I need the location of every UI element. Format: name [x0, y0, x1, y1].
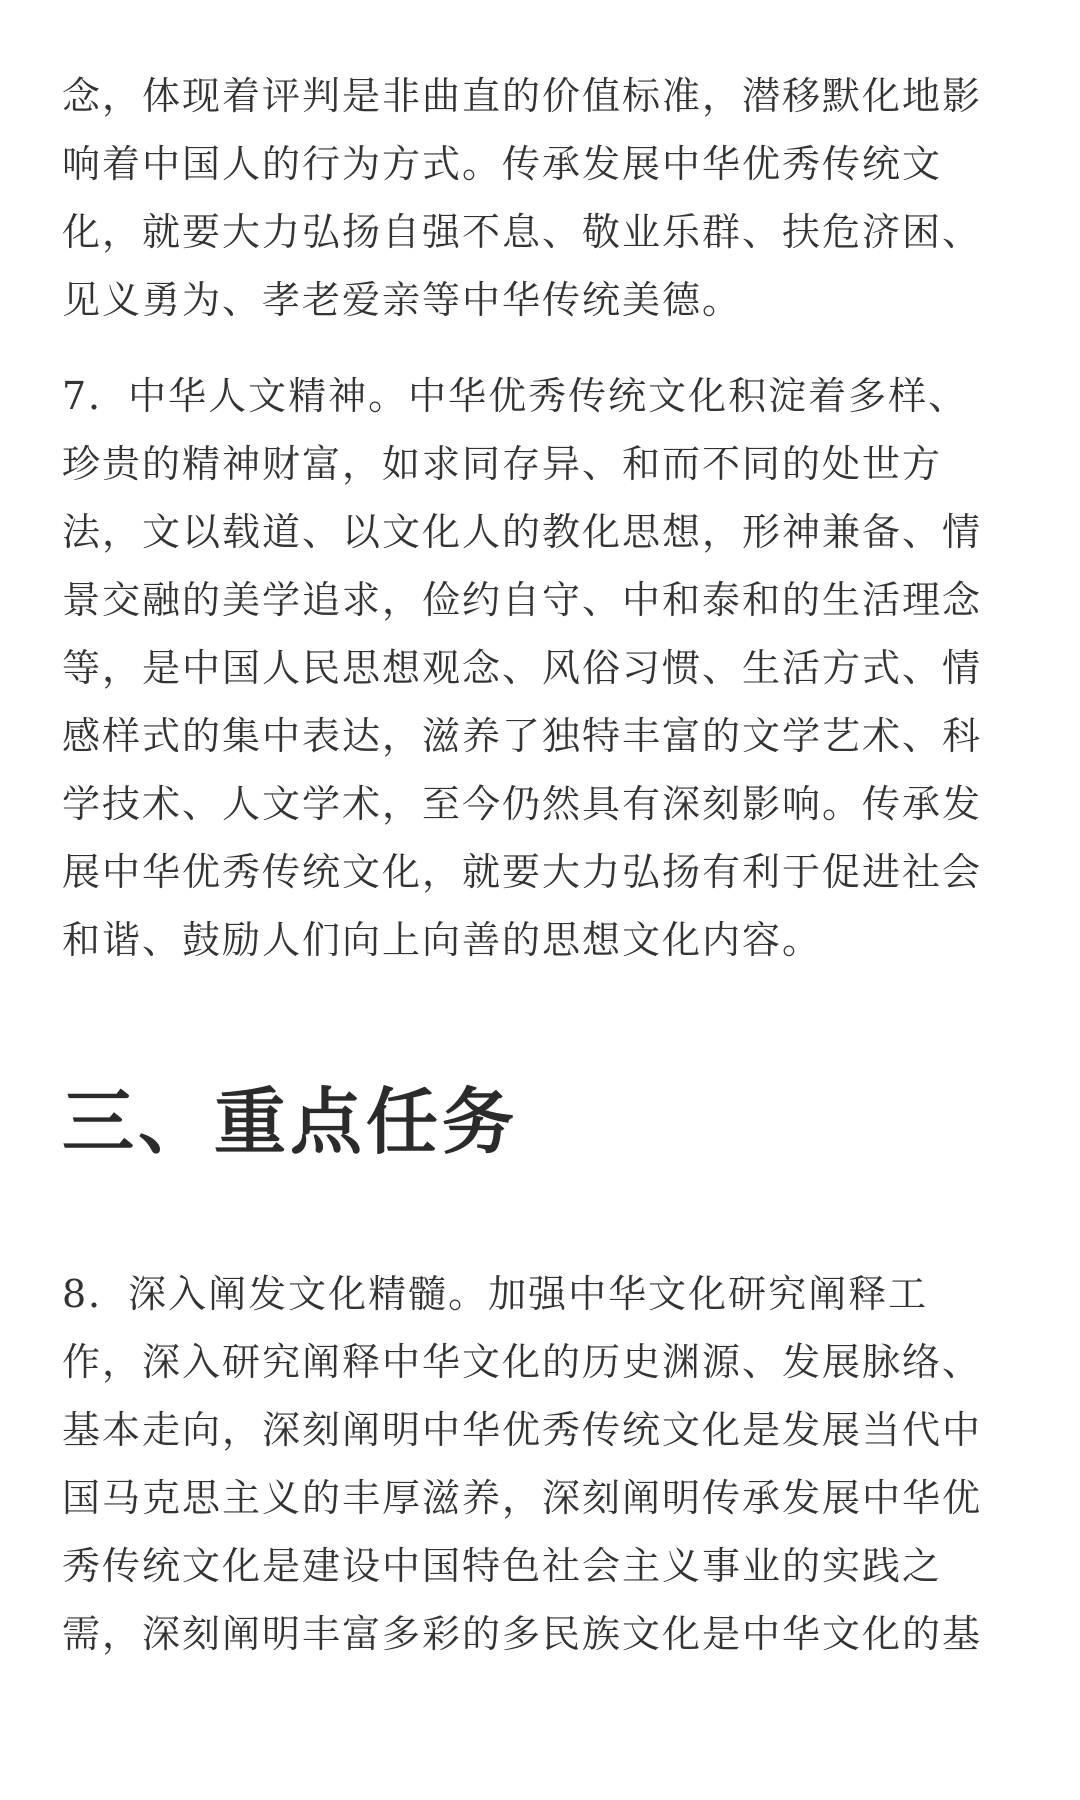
text-line: 作，深入研究阐释中华文化的历史渊源、发展脉络、: [62, 1340, 983, 1384]
paragraph-virtues: [62, 62, 1022, 334]
text-line: 展中华优秀传统文化，就要大力弘扬有利于促进社会: [62, 850, 983, 894]
text-line: 响着中国人的行为方式。传承发展中华优秀传统文: [62, 142, 943, 186]
text-line: 和谐、鼓励人们向上向善的思想文化内容。: [62, 918, 823, 962]
text-line: 化，就要大力弘扬自强不息、敬业乐群、扶危济困、: [62, 210, 983, 254]
text-line: 法，文以载道、以文化人的教化思想，形神兼备、情: [62, 510, 983, 554]
text-line: 基本走向，深刻阐明中华优秀传统文化是发展当代中: [62, 1408, 983, 1452]
section-title: 三、重点任务: [62, 1079, 519, 1164]
text-line: 景交融的美学追求，俭约自守、中和泰和的生活理念: [62, 578, 983, 622]
paragraph-cultural-essence: [62, 1260, 1022, 1668]
text-line: 8．深入阐发文化精髓。加强中华文化研究阐释工: [62, 1272, 929, 1316]
text-line: 7．中华人文精神。中华优秀传统文化积淀着多样、: [62, 374, 969, 418]
text-line: 念，体现着评判是非曲直的价值标准，潜移默化地影: [62, 74, 983, 118]
text-line: 秀传统文化是建设中国特色社会主义事业的实践之: [62, 1544, 943, 1588]
text-line: 见义勇为、孝老爱亲等中华传统美德。: [62, 278, 743, 322]
text-line: 国马克思主义的丰厚滋养，深刻阐明传承发展中华优: [62, 1476, 983, 1520]
text-line: 等，是中国人民思想观念、风俗习惯、生活方式、情: [62, 646, 983, 690]
text-line: 感样式的集中表达，滋养了独特丰富的文学艺术、科: [62, 714, 983, 758]
article-body: [62, 62, 1022, 1668]
text-line: 珍贵的精神财富，如求同存异、和而不同的处世方: [62, 442, 943, 486]
text-line: 学技术、人文学术，至今仍然具有深刻影响。传承发: [62, 782, 983, 826]
text-line: 需，深刻阐明丰富多彩的多民族文化是中华文化的基: [62, 1612, 983, 1656]
paragraph-humanistic-spirit: [62, 362, 1022, 974]
